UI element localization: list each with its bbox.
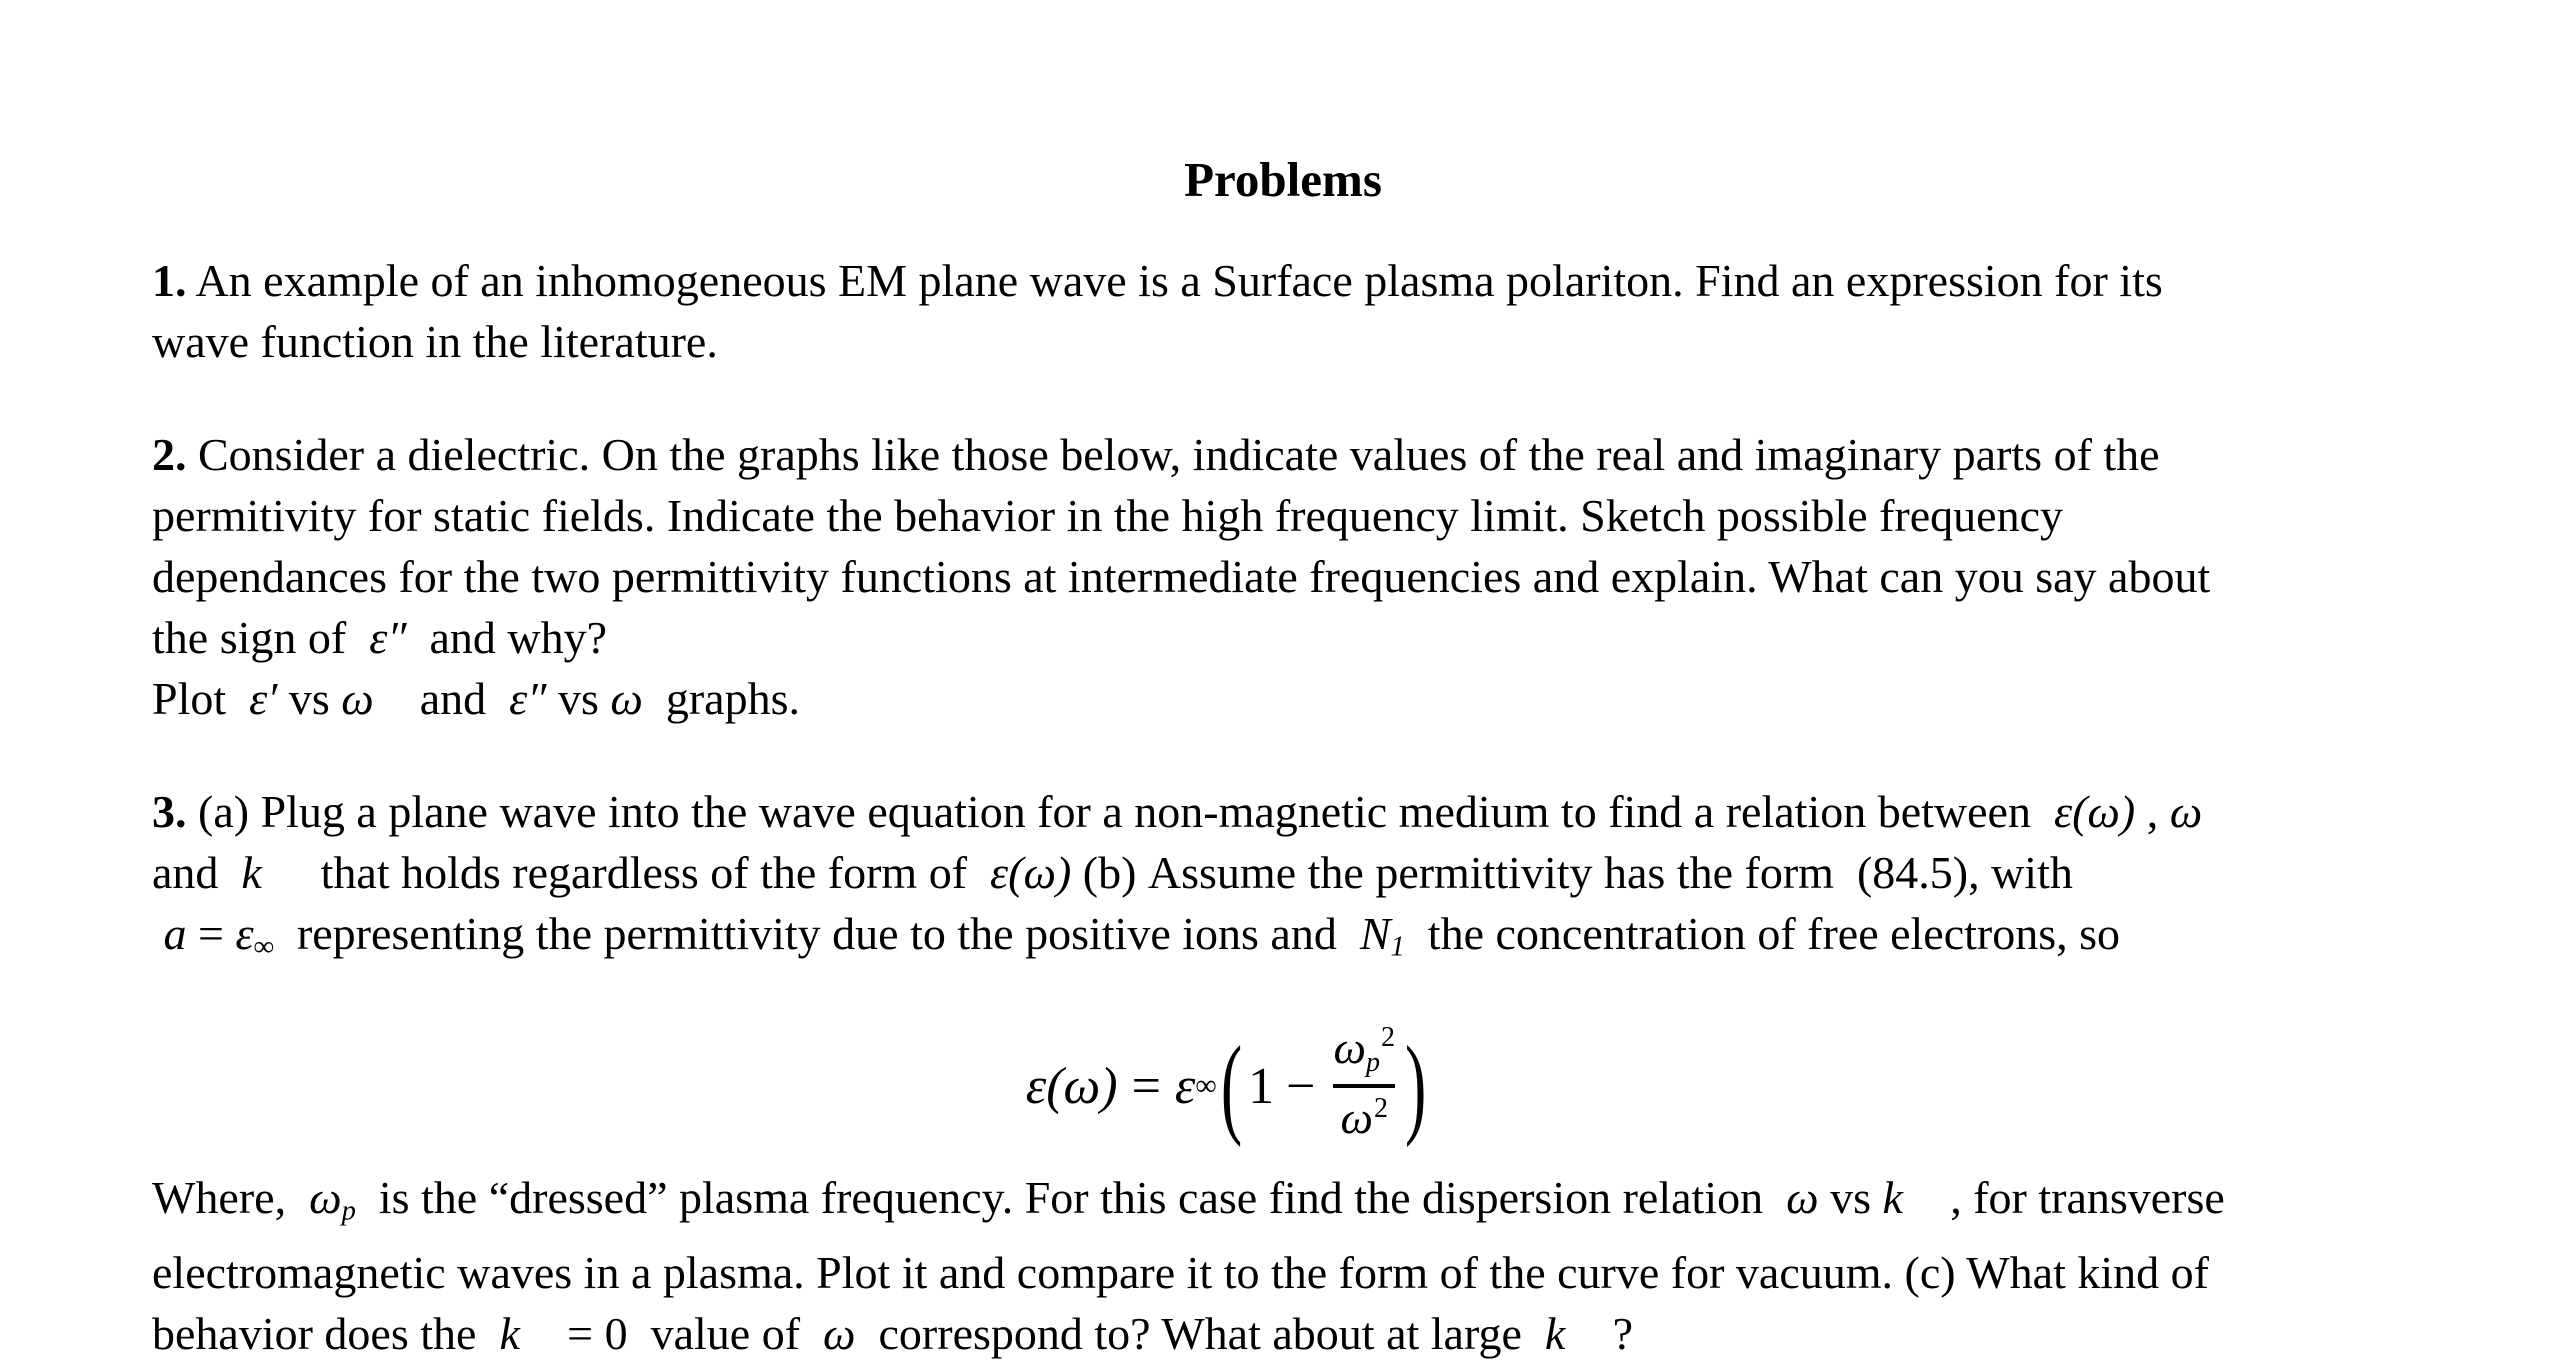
a-symbol: a <box>163 908 187 959</box>
problem-paragraph <box>152 424 2414 729</box>
equals-sign: = <box>1131 1057 1161 1115</box>
text-line <box>152 781 2414 842</box>
text-run: and <box>152 847 242 898</box>
epsilon-double-prime: ε″ <box>369 612 407 663</box>
text-run: the concentration of free electrons, so <box>1404 908 2121 959</box>
k-vector: k⃗ <box>241 847 298 898</box>
text-run: behavior does the <box>152 1307 500 1359</box>
display-formula <box>97 1011 2359 1161</box>
text-run: correspond to? What about at large <box>855 1307 1545 1359</box>
text-run: = 0 value of <box>555 1307 824 1359</box>
text-run: (b) Assume the permittivity has the form (84.5), with <box>1071 847 2073 898</box>
page-title: Problems <box>1184 152 1382 207</box>
text-run: graphs. <box>642 673 800 724</box>
text-line <box>152 1167 2414 1241</box>
text-run <box>152 908 164 959</box>
text-run: and why? <box>406 612 608 663</box>
problem-number: 1. <box>152 255 187 306</box>
text-line <box>152 546 2414 607</box>
text-line <box>152 250 2414 311</box>
infinity-subscript: ∞ <box>253 931 274 963</box>
text-run: vs <box>1818 1172 1883 1224</box>
text-run: electromagnetic waves in a plasma. Plot it and compare it to the form of the curve for vacuum. (c) What kind of <box>152 1246 2209 1298</box>
text-run: Consider a dielectric. On the graphs like those below, indicate values of the real and imaginary parts of the <box>186 429 2160 480</box>
text-run: ? <box>1601 1307 1633 1359</box>
p-subscript: p <box>1365 1046 1380 1078</box>
fraction-bar <box>1333 1084 1394 1088</box>
epsilon-symbol: ε <box>235 908 254 959</box>
problems-section-bottom <box>152 1167 2414 1363</box>
text-line <box>152 668 2414 729</box>
epsilon-prime: ε′ <box>249 673 278 724</box>
epsilon-of-omega: ε(ω) <box>2053 786 2136 837</box>
text-line <box>152 311 2414 372</box>
omega-symbol: ω <box>341 673 374 724</box>
problem-paragraph <box>152 250 2414 372</box>
text-line <box>152 903 2414 977</box>
text-line <box>152 842 2414 903</box>
text-line <box>152 607 2414 668</box>
text-run: and <box>373 673 510 724</box>
formula-one: 1 <box>1248 1057 1275 1115</box>
text-run: vs <box>277 673 342 724</box>
omega-symbol: ω <box>1786 1172 1819 1224</box>
formula-lhs: ε(ω) <box>1025 1057 1118 1115</box>
omega-symbol: ω <box>1340 1091 1373 1143</box>
omega-symbol: ω <box>823 1307 856 1359</box>
omega-symbol: ω <box>610 673 643 724</box>
k-vector: k⃗ <box>1544 1307 1602 1359</box>
minus-sign: − <box>1286 1057 1316 1115</box>
text-run: (a) Plug a plane wave into the wave equation for a non-magnetic medium to find a relation between <box>186 786 2054 837</box>
text-line <box>152 1303 2414 1364</box>
text-run: , for transverse <box>1938 1172 2225 1224</box>
close-paren: ) <box>1404 1023 1427 1148</box>
text-run: Where, <box>152 1172 310 1224</box>
text-run: = <box>186 908 236 959</box>
epsilon-symbol: ε <box>1174 1057 1196 1115</box>
text-line <box>152 485 2414 546</box>
problems-section-top <box>152 250 2414 977</box>
text-line <box>152 1242 2414 1303</box>
epsilon-double-prime: ε″ <box>509 673 547 724</box>
problem-paragraph <box>152 1167 2414 1363</box>
omega-symbol: ω <box>1333 1021 1366 1073</box>
text-run: that holds regardless of the form of <box>297 847 991 898</box>
k-vector: k⃗ <box>1882 1172 1939 1224</box>
text-run: the sign of <box>152 612 370 663</box>
text-run: representing the permittivity due to the positive ions and <box>273 908 1360 959</box>
fraction-denominator <box>1340 1091 1388 1143</box>
omega-symbol: ω <box>309 1172 342 1224</box>
plasma-frequency-fraction <box>1333 1021 1395 1143</box>
squared-superscript: 2 <box>1373 1093 1388 1125</box>
text-run: permitivity for static fields. Indicate the behavior in the high frequency limit. Sketch possible frequency <box>152 490 2063 541</box>
text-run: wave function in the literature. <box>152 316 718 367</box>
problem-paragraph <box>152 781 2414 977</box>
k-vector: k⃗ <box>499 1307 556 1359</box>
omega-symbol: ω <box>2169 786 2203 837</box>
text-line <box>152 424 2414 485</box>
p-subscript: p <box>341 1195 356 1227</box>
text-run: Plot <box>152 673 250 724</box>
infinity-subscript: ∞ <box>1195 1069 1217 1103</box>
epsilon-of-omega: ε(ω) <box>990 847 1072 898</box>
text-run: vs <box>546 673 611 724</box>
open-paren: ( <box>1220 1023 1243 1148</box>
text-run: An example of an inhomogeneous EM plane wave is a Surface plasma polariton. Find an expression for its <box>186 255 2163 306</box>
text-run: is the “dressed” plasma frequency. For this case find the dispersion relation <box>355 1172 1787 1224</box>
text-run: dependances for the two permittivity functions at intermediate frequencies and explain. What can you say about <box>152 551 2211 602</box>
problem-number: 3. <box>152 786 187 837</box>
problem-number: 2. <box>152 429 187 480</box>
squared-superscript: 2 <box>1380 1021 1395 1053</box>
text-run: , <box>2135 786 2170 837</box>
document-page <box>152 150 2414 1364</box>
one-subscript: 1 <box>1390 931 1405 963</box>
n-symbol: N <box>1359 908 1391 959</box>
fraction-numerator <box>1333 1021 1395 1078</box>
